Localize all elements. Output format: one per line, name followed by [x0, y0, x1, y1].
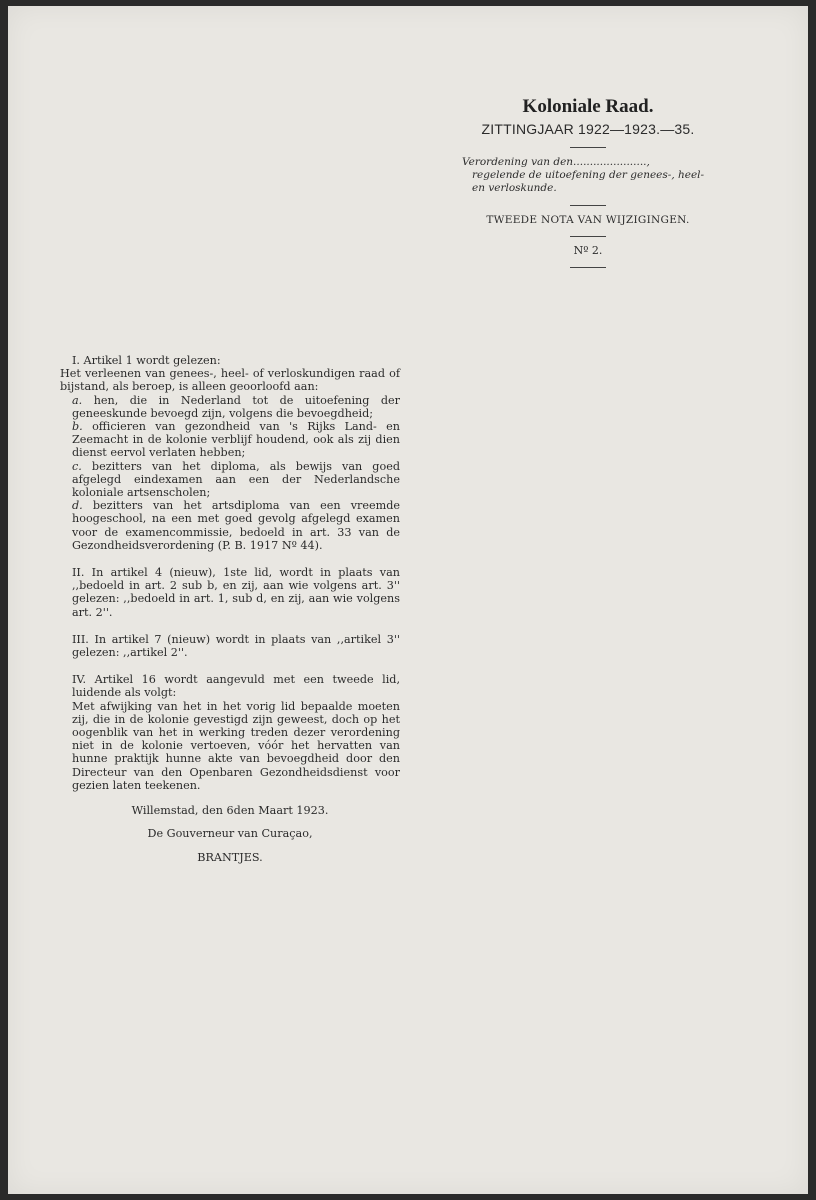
- document-header: [458, 96, 718, 276]
- section-1-heading: I. Artikel 1 wordt gelezen:: [72, 354, 221, 367]
- clause-b-label: b.: [72, 420, 83, 434]
- section-4-text: Met afwijking van het in het vorig lid bepaalde moeten zij, die in de kolonie gevestigd zijn geweest, doch op het oogenblik van het in werking treden dezer verordening niet in de kolonie vertoeven, vóór het hervatten van hunne praktijk hunne akte van bevoegdheid door den Directeur van den Openbaren Gezondheidsdienst voor gezien laten teekenen.: [72, 699, 400, 792]
- clause-d-text: bezitters van het artsdiploma van een vreemde hoogeschool, na een met goed gevolg afgelegd examen voor de examencommissie, bedoeld in art. 33 van de Gezondheidsverordening (P. B. 1917 Nº 44).: [72, 499, 400, 552]
- subject-line-3: en verloskunde.: [472, 182, 557, 194]
- divider: [570, 236, 606, 237]
- clause-a-label: a.: [72, 393, 83, 407]
- divider: [570, 147, 606, 148]
- divider: [570, 267, 606, 268]
- subject-line-2: regelende de uitoefening der genees-, heel-: [472, 169, 705, 181]
- amendments-body: [60, 354, 400, 874]
- nota-number: Nº 2.: [573, 244, 603, 257]
- spacer: [60, 659, 400, 673]
- section-3: III. In artikel 7 (nieuw) wordt in plaats van ,,artikel 3'' gelezen: ,,artikel 2''.: [72, 632, 400, 660]
- section-2: II. In artikel 4 (nieuw), 1ste lid, wordt in plaats van ,,bedoeld in art. 2 sub b, en zij, aan wie volgens art. 3'' gelezen: ,,bedoeld in art. 1, sub d, en zij, aan wie volgens art. 2''.: [72, 566, 400, 619]
- nota-heading: TWEEDE NOTA VAN WIJZIGINGEN.: [486, 214, 690, 226]
- signature-block: [60, 804, 400, 864]
- clause-c-text: bezitters van het diploma, als bewijs van goed afgelegd eindexamen aan een der Nederlandsche koloniale artsenscholen;: [72, 459, 400, 500]
- place-date: Willemstad, den 6den Maart 1923.: [131, 804, 329, 818]
- spacer: [60, 619, 400, 633]
- subject-line-1: Verordening van den......................,: [462, 156, 650, 168]
- governor-role: De Gouverneur van Curaçao,: [147, 827, 313, 841]
- council-title: Koloniale Raad.: [522, 96, 654, 117]
- section-4-intro: IV. Artikel 16 wordt aangevuld met een tweede lid, luidende als volgt:: [72, 673, 400, 700]
- clause-d-label: d.: [72, 499, 83, 513]
- document-page: [8, 6, 808, 1194]
- session-year: ZITTINGJAAR 1922—1923.—35.: [481, 121, 695, 137]
- governor-name: BRANTJES.: [197, 850, 263, 864]
- clause-c: [60, 460, 400, 500]
- section-1-text: Het verleenen van genees-, heel- of verloskundigen raad of bijstand, als beroep, is alleen geoorloofd aan:: [60, 367, 400, 394]
- clause-c-label: c.: [72, 459, 82, 473]
- clause-a-text: hen, die in Nederland tot de uitoefening der geneeskunde bevoegd zijn, volgens die bevoegdheid;: [72, 393, 400, 420]
- clause-d: [60, 499, 400, 552]
- ordinance-subject: [458, 156, 718, 195]
- clause-a: [60, 394, 400, 420]
- clause-b-text: officieren van gezondheid van 's Rijks Land- en Zeemacht in de kolonie verblijf houdend, ook als zij dien dienst eervol verlaten hebben;: [72, 420, 400, 460]
- spacer: [60, 552, 400, 566]
- divider: [570, 205, 606, 206]
- clause-b: [60, 420, 400, 460]
